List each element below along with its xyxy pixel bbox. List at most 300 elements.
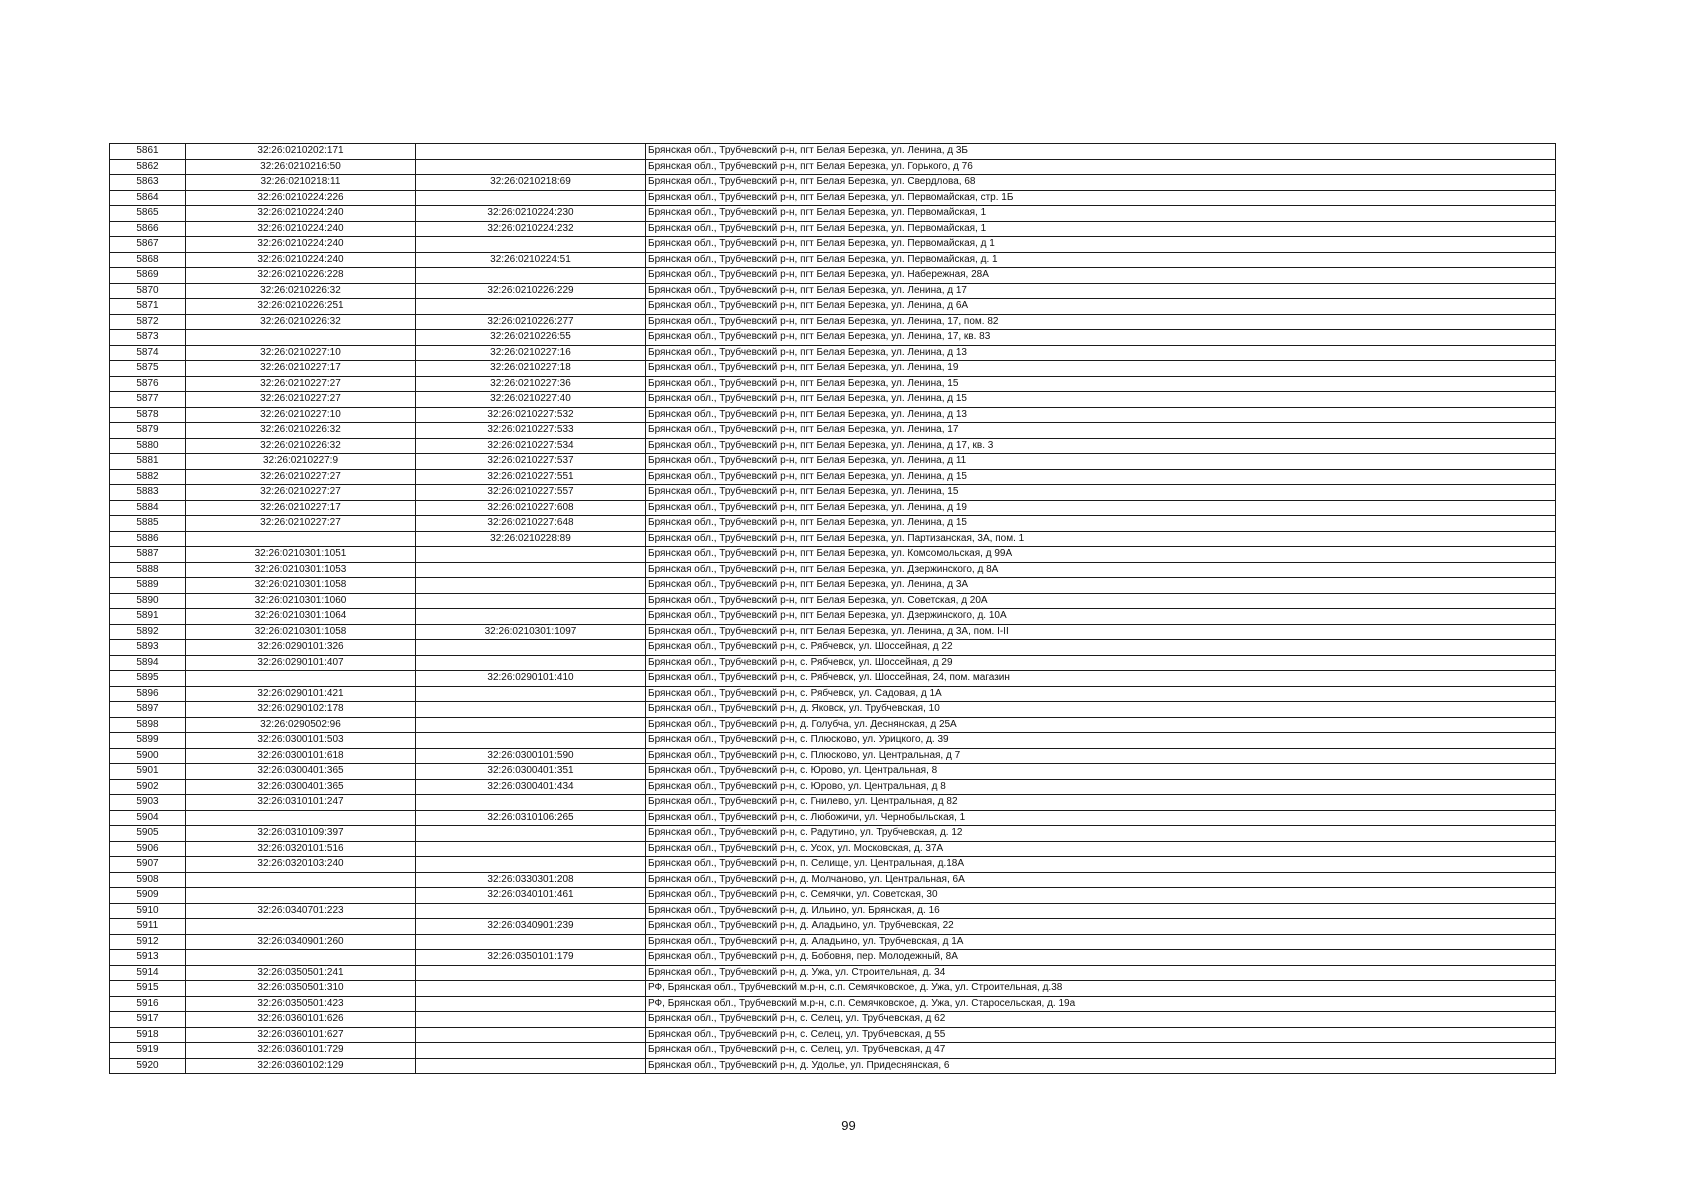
table-row <box>110 888 1556 904</box>
row-number-cell: 5864 <box>110 190 186 206</box>
cadastral-number-cell <box>186 330 416 346</box>
table-row <box>110 1058 1556 1074</box>
cadastral-number-cell: 32:26:0360101:627 <box>186 1027 416 1043</box>
row-number-cell: 5912 <box>110 934 186 950</box>
cadastral-number-cell <box>186 950 416 966</box>
address-cell: Брянская обл., Трубчевский р-н, пгт Белая Березка, ул. Свердлова, 68 <box>646 175 1556 191</box>
cadastral-number-cell: 32:26:0210202:171 <box>186 144 416 160</box>
table-row <box>110 593 1556 609</box>
address-cell: Брянская обл., Трубчевский р-н, пгт Белая Березка, ул. Набережная, 28А <box>646 268 1556 284</box>
cadastral-number-cell: 32:26:0300101:503 <box>186 733 416 749</box>
cadastral-number-cell: 32:26:0360101:626 <box>186 1012 416 1028</box>
cadastral-number-cell: 32:26:0210226:32 <box>186 438 416 454</box>
cadastral-number-cell: 32:26:0210227:27 <box>186 516 416 532</box>
row-number-cell: 5911 <box>110 919 186 935</box>
row-number-cell: 5905 <box>110 826 186 842</box>
cadastral-number-cell: 32:26:0210216:50 <box>186 159 416 175</box>
address-cell: Брянская обл., Трубчевский р-н, пгт Белая Березка, ул. Ленина, д 3Б <box>646 144 1556 160</box>
related-cadastral-number-cell: 32:26:0210226:229 <box>416 283 646 299</box>
related-cadastral-number-cell: 32:26:0210227:533 <box>416 423 646 439</box>
table-row <box>110 175 1556 191</box>
address-cell: Брянская обл., Трубчевский р-н, пгт Белая Березка, ул. Ленина, д 3А, пом. I-II <box>646 624 1556 640</box>
address-cell: Брянская обл., Трубчевский р-н, с. Радутино, ул. Трубчевская, д. 12 <box>646 826 1556 842</box>
address-cell: Брянская обл., Трубчевский р-н, пгт Белая Березка, ул. Ленина, 17, кв. 83 <box>646 330 1556 346</box>
address-cell: Брянская обл., Трубчевский р-н, с. Селец, ул. Трубчевская, д 55 <box>646 1027 1556 1043</box>
table-row <box>110 516 1556 532</box>
table-row <box>110 1027 1556 1043</box>
table-row <box>110 330 1556 346</box>
related-cadastral-number-cell <box>416 934 646 950</box>
row-number-cell: 5888 <box>110 562 186 578</box>
related-cadastral-number-cell: 32:26:0310106:265 <box>416 810 646 826</box>
related-cadastral-number-cell: 32:26:0210224:232 <box>416 221 646 237</box>
cadastral-number-cell: 32:26:0210227:17 <box>186 500 416 516</box>
cadastral-number-cell: 32:26:0310101:247 <box>186 795 416 811</box>
row-number-cell: 5877 <box>110 392 186 408</box>
related-cadastral-number-cell: 32:26:0210227:16 <box>416 345 646 361</box>
related-cadastral-number-cell <box>416 562 646 578</box>
row-number-cell: 5872 <box>110 314 186 330</box>
address-cell: Брянская обл., Трубчевский р-н, пгт Белая Березка, ул. Ленина, 15 <box>646 485 1556 501</box>
address-cell: Брянская обл., Трубчевский р-н, пгт Белая Березка, ул. Ленина, 19 <box>646 361 1556 377</box>
row-number-cell: 5910 <box>110 903 186 919</box>
cadastral-number-cell: 32:26:0340701:223 <box>186 903 416 919</box>
row-number-cell: 5900 <box>110 748 186 764</box>
row-number-cell: 5876 <box>110 376 186 392</box>
table-row <box>110 206 1556 222</box>
related-cadastral-number-cell: 32:26:0210227:36 <box>416 376 646 392</box>
cadastral-number-cell: 32:26:0320101:516 <box>186 841 416 857</box>
row-number-cell: 5897 <box>110 702 186 718</box>
row-number-cell: 5913 <box>110 950 186 966</box>
cadastral-number-cell: 32:26:0300101:618 <box>186 748 416 764</box>
related-cadastral-number-cell <box>416 1043 646 1059</box>
cadastral-number-cell: 32:26:0210301:1058 <box>186 578 416 594</box>
table-row <box>110 283 1556 299</box>
address-cell: Брянская обл., Трубчевский р-н, пгт Белая Березка, ул. Ленина, д 3А <box>646 578 1556 594</box>
address-cell: Брянская обл., Трубчевский р-н, пгт Белая Березка, ул. Первомайская, стр. 1Б <box>646 190 1556 206</box>
cadastral-number-cell: 32:26:0210226:32 <box>186 283 416 299</box>
cadastral-number-cell: 32:26:0210301:1051 <box>186 547 416 563</box>
address-cell: Брянская обл., Трубчевский р-н, пгт Белая Березка, ул. Ленина, 17, пом. 82 <box>646 314 1556 330</box>
table-row <box>110 671 1556 687</box>
cadastral-number-cell <box>186 919 416 935</box>
cadastral-number-cell <box>186 888 416 904</box>
table-row <box>110 1043 1556 1059</box>
table-row <box>110 345 1556 361</box>
related-cadastral-number-cell: 32:26:0210218:69 <box>416 175 646 191</box>
related-cadastral-number-cell <box>416 965 646 981</box>
related-cadastral-number-cell <box>416 686 646 702</box>
table-row <box>110 438 1556 454</box>
table-row <box>110 609 1556 625</box>
related-cadastral-number-cell: 32:26:0350101:179 <box>416 950 646 966</box>
table-row <box>110 872 1556 888</box>
address-cell: Брянская обл., Трубчевский р-н, пгт Белая Березка, ул. Ленина, 17 <box>646 423 1556 439</box>
related-cadastral-number-cell <box>416 795 646 811</box>
table-row <box>110 221 1556 237</box>
related-cadastral-number-cell <box>416 903 646 919</box>
table-row <box>110 1012 1556 1028</box>
row-number-cell: 5893 <box>110 640 186 656</box>
row-number-cell: 5881 <box>110 454 186 470</box>
table-row <box>110 857 1556 873</box>
related-cadastral-number-cell <box>416 1027 646 1043</box>
row-number-cell: 5904 <box>110 810 186 826</box>
related-cadastral-number-cell <box>416 826 646 842</box>
row-number-cell: 5870 <box>110 283 186 299</box>
related-cadastral-number-cell: 32:26:0300401:351 <box>416 764 646 780</box>
table-row <box>110 624 1556 640</box>
address-cell: РФ, Брянская обл., Трубчевский м.р-н, с.п. Семячковское, д. Ужа, ул. Старосельская, д. 19а <box>646 996 1556 1012</box>
table-row <box>110 159 1556 175</box>
address-cell: Брянская обл., Трубчевский р-н, пгт Белая Березка, ул. Ленина, д 15 <box>646 392 1556 408</box>
row-number-cell: 5878 <box>110 407 186 423</box>
row-number-cell: 5902 <box>110 779 186 795</box>
address-cell: Брянская обл., Трубчевский р-н, д. Ильино, ул. Брянская, д. 16 <box>646 903 1556 919</box>
table-row <box>110 190 1556 206</box>
cadastral-number-cell: 32:26:0210227:17 <box>186 361 416 377</box>
address-cell: Брянская обл., Трубчевский р-н, с. Рябчевск, ул. Шоссейная, д 29 <box>646 655 1556 671</box>
row-number-cell: 5890 <box>110 593 186 609</box>
row-number-cell: 5882 <box>110 469 186 485</box>
row-number-cell: 5917 <box>110 1012 186 1028</box>
related-cadastral-number-cell <box>416 1058 646 1074</box>
address-cell: Брянская обл., Трубчевский р-н, пгт Белая Березка, ул. Ленина, д 15 <box>646 469 1556 485</box>
cadastral-number-cell: 32:26:0360102:129 <box>186 1058 416 1074</box>
row-number-cell: 5920 <box>110 1058 186 1074</box>
row-number-cell: 5891 <box>110 609 186 625</box>
page-number: 99 <box>841 1118 856 1133</box>
cadastral-number-cell: 32:26:0210218:11 <box>186 175 416 191</box>
related-cadastral-number-cell: 32:26:0210226:277 <box>416 314 646 330</box>
table-row <box>110 299 1556 315</box>
row-number-cell: 5909 <box>110 888 186 904</box>
address-cell: Брянская обл., Трубчевский р-н, пгт Белая Березка, ул. Первомайская, 1 <box>646 206 1556 222</box>
table-row <box>110 702 1556 718</box>
table-row <box>110 252 1556 268</box>
related-cadastral-number-cell: 32:26:0210227:534 <box>416 438 646 454</box>
table-row <box>110 996 1556 1012</box>
row-number-cell: 5862 <box>110 159 186 175</box>
address-cell: Брянская обл., Трубчевский р-н, с. Любожичи, ул. Чернобыльская, 1 <box>646 810 1556 826</box>
row-number-cell: 5895 <box>110 671 186 687</box>
related-cadastral-number-cell <box>416 237 646 253</box>
table-row <box>110 469 1556 485</box>
row-number-cell: 5898 <box>110 717 186 733</box>
address-cell: Брянская обл., Трубчевский р-н, с. Плюсково, ул. Центральная, д 7 <box>646 748 1556 764</box>
row-number-cell: 5883 <box>110 485 186 501</box>
table-row <box>110 361 1556 377</box>
row-number-cell: 5885 <box>110 516 186 532</box>
cadastral-number-cell <box>186 872 416 888</box>
address-cell: Брянская обл., Трубчевский р-н, пгт Белая Березка, ул. Ленина, д 19 <box>646 500 1556 516</box>
cadastral-number-cell: 32:26:0340901:260 <box>186 934 416 950</box>
row-number-cell: 5889 <box>110 578 186 594</box>
row-number-cell: 5873 <box>110 330 186 346</box>
address-cell: Брянская обл., Трубчевский р-н, д. Голубча, ул. Деснянская, д 25А <box>646 717 1556 733</box>
row-number-cell: 5919 <box>110 1043 186 1059</box>
address-cell: Брянская обл., Трубчевский р-н, д. Аладьино, ул. Трубчевская, д 1А <box>646 934 1556 950</box>
table-row <box>110 376 1556 392</box>
table-row <box>110 655 1556 671</box>
address-cell: Брянская обл., Трубчевский р-н, д. Яковск, ул. Трубчевская, 10 <box>646 702 1556 718</box>
related-cadastral-number-cell <box>416 981 646 997</box>
related-cadastral-number-cell: 32:26:0210227:551 <box>416 469 646 485</box>
related-cadastral-number-cell <box>416 159 646 175</box>
cadastral-number-cell: 32:26:0210227:27 <box>186 376 416 392</box>
address-cell: Брянская обл., Трубчевский р-н, с. Юрово, ул. Центральная, д 8 <box>646 779 1556 795</box>
address-cell: Брянская обл., Трубчевский р-н, с. Рябчевск, ул. Шоссейная, д 22 <box>646 640 1556 656</box>
row-number-cell: 5869 <box>110 268 186 284</box>
related-cadastral-number-cell: 32:26:0210227:40 <box>416 392 646 408</box>
related-cadastral-number-cell: 32:26:0210301:1097 <box>416 624 646 640</box>
related-cadastral-number-cell: 32:26:0210224:51 <box>416 252 646 268</box>
row-number-cell: 5865 <box>110 206 186 222</box>
cadastral-number-cell: 32:26:0310109:397 <box>186 826 416 842</box>
address-cell: Брянская обл., Трубчевский р-н, с. Рябчевск, ул. Шоссейная, 24, пом. магазин <box>646 671 1556 687</box>
related-cadastral-number-cell: 32:26:0210227:608 <box>416 500 646 516</box>
row-number-cell: 5866 <box>110 221 186 237</box>
related-cadastral-number-cell: 32:26:0300401:434 <box>416 779 646 795</box>
row-number-cell: 5901 <box>110 764 186 780</box>
cadastral-number-cell: 32:26:0210226:32 <box>186 423 416 439</box>
address-cell: Брянская обл., Трубчевский р-н, д. Бобовня, пер. Молодежный, 8А <box>646 950 1556 966</box>
cadastral-number-cell: 32:26:0350501:241 <box>186 965 416 981</box>
table-row <box>110 268 1556 284</box>
table-row <box>110 841 1556 857</box>
table-row <box>110 950 1556 966</box>
table-row <box>110 407 1556 423</box>
related-cadastral-number-cell <box>416 268 646 284</box>
cadastral-number-cell: 32:26:0210224:240 <box>186 221 416 237</box>
address-cell: Брянская обл., Трубчевский р-н, пгт Белая Березка, ул. Дзержинского, д 8А <box>646 562 1556 578</box>
address-cell: Брянская обл., Трубчевский р-н, пгт Белая Березка, ул. Ленина, д 17 <box>646 283 1556 299</box>
address-cell: Брянская обл., Трубчевский р-н, с. Гнилево, ул. Центральная, д 82 <box>646 795 1556 811</box>
cadastral-number-cell: 32:26:0290502:96 <box>186 717 416 733</box>
cadastral-number-cell: 32:26:0210224:240 <box>186 252 416 268</box>
address-cell: Брянская обл., Трубчевский р-н, с. Селец, ул. Трубчевская, д 62 <box>646 1012 1556 1028</box>
address-cell: Брянская обл., Трубчевский р-н, пгт Белая Березка, ул. Ленина, 15 <box>646 376 1556 392</box>
address-cell: Брянская обл., Трубчевский р-н, с. Юрово, ул. Центральная, 8 <box>646 764 1556 780</box>
row-number-cell: 5896 <box>110 686 186 702</box>
related-cadastral-number-cell: 32:26:0210227:18 <box>416 361 646 377</box>
cadastral-number-cell: 32:26:0350501:423 <box>186 996 416 1012</box>
address-cell: Брянская обл., Трубчевский р-н, пгт Белая Березка, ул. Ленина, д 6А <box>646 299 1556 315</box>
table-row <box>110 903 1556 919</box>
address-cell: Брянская обл., Трубчевский р-н, д. Аладьино, ул. Трубчевская, 22 <box>646 919 1556 935</box>
related-cadastral-number-cell: 32:26:0300101:590 <box>416 748 646 764</box>
row-number-cell: 5879 <box>110 423 186 439</box>
table-row <box>110 826 1556 842</box>
address-cell: Брянская обл., Трубчевский р-н, пгт Белая Березка, ул. Горького, д 76 <box>646 159 1556 175</box>
cadastral-number-cell: 32:26:0290102:178 <box>186 702 416 718</box>
related-cadastral-number-cell <box>416 578 646 594</box>
address-cell: Брянская обл., Трубчевский р-н, с. Рябчевск, ул. Садовая, д 1А <box>646 686 1556 702</box>
row-number-cell: 5884 <box>110 500 186 516</box>
table-row <box>110 686 1556 702</box>
related-cadastral-number-cell <box>416 717 646 733</box>
cadastral-number-cell: 32:26:0210227:10 <box>186 407 416 423</box>
cadastral-number-cell: 32:26:0360101:729 <box>186 1043 416 1059</box>
address-cell: Брянская обл., Трубчевский р-н, д. Молчаново, ул. Центральная, 6А <box>646 872 1556 888</box>
related-cadastral-number-cell: 32:26:0210228:89 <box>416 531 646 547</box>
table-row <box>110 965 1556 981</box>
related-cadastral-number-cell <box>416 299 646 315</box>
related-cadastral-number-cell: 32:26:0330301:208 <box>416 872 646 888</box>
row-number-cell: 5914 <box>110 965 186 981</box>
table-row <box>110 454 1556 470</box>
cadastral-number-cell: 32:26:0210226:32 <box>186 314 416 330</box>
address-cell: Брянская обл., Трубчевский р-н, д. Удолье, ул. Придеснянская, 6 <box>646 1058 1556 1074</box>
cadastral-number-cell: 32:26:0210301:1053 <box>186 562 416 578</box>
related-cadastral-number-cell <box>416 640 646 656</box>
row-number-cell: 5874 <box>110 345 186 361</box>
related-cadastral-number-cell: 32:26:0210224:230 <box>416 206 646 222</box>
table-row <box>110 423 1556 439</box>
address-cell: Брянская обл., Трубчевский р-н, пгт Белая Березка, ул. Советская, д 20А <box>646 593 1556 609</box>
address-cell: Брянская обл., Трубчевский р-н, пгт Белая Березка, ул. Партизанская, 3А, пом. 1 <box>646 531 1556 547</box>
related-cadastral-number-cell <box>416 144 646 160</box>
table-row <box>110 144 1556 160</box>
table-row <box>110 748 1556 764</box>
table-row <box>110 810 1556 826</box>
row-number-cell: 5886 <box>110 531 186 547</box>
table-row <box>110 547 1556 563</box>
row-number-cell: 5908 <box>110 872 186 888</box>
table-row <box>110 934 1556 950</box>
address-cell: Брянская обл., Трубчевский р-н, пгт Белая Березка, ул. Ленина, д 11 <box>646 454 1556 470</box>
cadastral-number-cell: 32:26:0210227:27 <box>186 485 416 501</box>
table-row <box>110 733 1556 749</box>
related-cadastral-number-cell: 32:26:0210227:537 <box>416 454 646 470</box>
cadastral-number-cell: 32:26:0210227:9 <box>186 454 416 470</box>
address-cell: Брянская обл., Трубчевский р-н, пгт Белая Березка, ул. Дзержинского, д. 10А <box>646 609 1556 625</box>
address-cell: Брянская обл., Трубчевский р-н, пгт Белая Березка, ул. Первомайская, д. 1 <box>646 252 1556 268</box>
cadastral-number-cell: 32:26:0210301:1064 <box>186 609 416 625</box>
table-row <box>110 578 1556 594</box>
related-cadastral-number-cell <box>416 841 646 857</box>
related-cadastral-number-cell <box>416 996 646 1012</box>
table-row <box>110 485 1556 501</box>
cadastral-number-cell <box>186 531 416 547</box>
address-cell: Брянская обл., Трубчевский р-н, пгт Белая Березка, ул. Первомайская, д 1 <box>646 237 1556 253</box>
related-cadastral-number-cell: 32:26:0340101:461 <box>416 888 646 904</box>
table-row <box>110 314 1556 330</box>
related-cadastral-number-cell <box>416 733 646 749</box>
table-row <box>110 392 1556 408</box>
address-cell: Брянская обл., Трубчевский р-н, пгт Белая Березка, ул. Ленина, д 13 <box>646 407 1556 423</box>
address-cell: Брянская обл., Трубчевский р-н, пгт Белая Березка, ул. Ленина, д 15 <box>646 516 1556 532</box>
address-cell: Брянская обл., Трубчевский р-н, пгт Белая Березка, ул. Ленина, д 17, кв. 3 <box>646 438 1556 454</box>
cadastral-number-cell: 32:26:0210224:226 <box>186 190 416 206</box>
related-cadastral-number-cell <box>416 190 646 206</box>
row-number-cell: 5916 <box>110 996 186 1012</box>
row-number-cell: 5887 <box>110 547 186 563</box>
table-row <box>110 795 1556 811</box>
row-number-cell: 5875 <box>110 361 186 377</box>
row-number-cell: 5918 <box>110 1027 186 1043</box>
cadastral-number-cell: 32:26:0210226:251 <box>186 299 416 315</box>
cadastral-number-cell: 32:26:0210301:1060 <box>186 593 416 609</box>
cadastral-number-cell <box>186 671 416 687</box>
related-cadastral-number-cell <box>416 702 646 718</box>
row-number-cell: 5880 <box>110 438 186 454</box>
row-number-cell: 5915 <box>110 981 186 997</box>
row-number-cell: 5894 <box>110 655 186 671</box>
address-cell: Брянская обл., Трубчевский р-н, с. Селец, ул. Трубчевская, д 47 <box>646 1043 1556 1059</box>
table-row <box>110 764 1556 780</box>
related-cadastral-number-cell: 32:26:0210227:532 <box>416 407 646 423</box>
table-row <box>110 919 1556 935</box>
registry-table-body <box>110 144 1556 1074</box>
cadastral-number-cell: 32:26:0210227:10 <box>186 345 416 361</box>
row-number-cell: 5892 <box>110 624 186 640</box>
related-cadastral-number-cell <box>416 857 646 873</box>
address-cell: РФ, Брянская обл., Трубчевский м.р-н, с.п. Семячковское, д. Ужа, ул. Строительная, д.38 <box>646 981 1556 997</box>
row-number-cell: 5867 <box>110 237 186 253</box>
related-cadastral-number-cell <box>416 609 646 625</box>
table-row <box>110 640 1556 656</box>
address-cell: Брянская обл., Трубчевский р-н, с. Усох, ул. Московская, д. 37А <box>646 841 1556 857</box>
address-cell: Брянская обл., Трубчевский р-н, пгт Белая Березка, ул. Комсомольская, д 99А <box>646 547 1556 563</box>
related-cadastral-number-cell <box>416 1012 646 1028</box>
cadastral-number-cell: 32:26:0300401:365 <box>186 764 416 780</box>
related-cadastral-number-cell: 32:26:0340901:239 <box>416 919 646 935</box>
address-cell: Брянская обл., Трубчевский р-н, п. Селище, ул. Центральная, д.18А <box>646 857 1556 873</box>
cadastral-number-cell: 32:26:0290101:326 <box>186 640 416 656</box>
row-number-cell: 5871 <box>110 299 186 315</box>
address-cell: Брянская обл., Трубчевский р-н, с. Семячки, ул. Советская, 30 <box>646 888 1556 904</box>
table-row <box>110 981 1556 997</box>
row-number-cell: 5903 <box>110 795 186 811</box>
related-cadastral-number-cell: 32:26:0290101:410 <box>416 671 646 687</box>
cadastral-number-cell: 32:26:0210226:228 <box>186 268 416 284</box>
address-cell: Брянская обл., Трубчевский р-н, пгт Белая Березка, ул. Первомайская, 1 <box>646 221 1556 237</box>
related-cadastral-number-cell: 32:26:0210226:55 <box>416 330 646 346</box>
cadastral-number-cell: 32:26:0300401:365 <box>186 779 416 795</box>
cadastral-number-cell: 32:26:0210224:240 <box>186 237 416 253</box>
related-cadastral-number-cell: 32:26:0210227:557 <box>416 485 646 501</box>
table-row <box>110 717 1556 733</box>
row-number-cell: 5906 <box>110 841 186 857</box>
property-registry-table <box>109 143 1556 1074</box>
address-cell: Брянская обл., Трубчевский р-н, с. Плюсково, ул. Урицкого, д. 39 <box>646 733 1556 749</box>
address-cell: Брянская обл., Трубчевский р-н, пгт Белая Березка, ул. Ленина, д 13 <box>646 345 1556 361</box>
table-row <box>110 779 1556 795</box>
address-cell: Брянская обл., Трубчевский р-н, д. Ужа, ул. Строительная, д. 34 <box>646 965 1556 981</box>
cadastral-number-cell: 32:26:0290101:407 <box>186 655 416 671</box>
row-number-cell: 5863 <box>110 175 186 191</box>
row-number-cell: 5861 <box>110 144 186 160</box>
table-row <box>110 500 1556 516</box>
row-number-cell: 5868 <box>110 252 186 268</box>
related-cadastral-number-cell <box>416 547 646 563</box>
cadastral-number-cell: 32:26:0210301:1058 <box>186 624 416 640</box>
table-row <box>110 531 1556 547</box>
related-cadastral-number-cell <box>416 593 646 609</box>
cadastral-number-cell: 32:26:0350501:310 <box>186 981 416 997</box>
cadastral-number-cell: 32:26:0210227:27 <box>186 392 416 408</box>
row-number-cell: 5899 <box>110 733 186 749</box>
table-row <box>110 237 1556 253</box>
cadastral-number-cell: 32:26:0210224:240 <box>186 206 416 222</box>
row-number-cell: 5907 <box>110 857 186 873</box>
cadastral-number-cell: 32:26:0320103:240 <box>186 857 416 873</box>
table-row <box>110 562 1556 578</box>
cadastral-number-cell: 32:26:0210227:27 <box>186 469 416 485</box>
related-cadastral-number-cell <box>416 655 646 671</box>
